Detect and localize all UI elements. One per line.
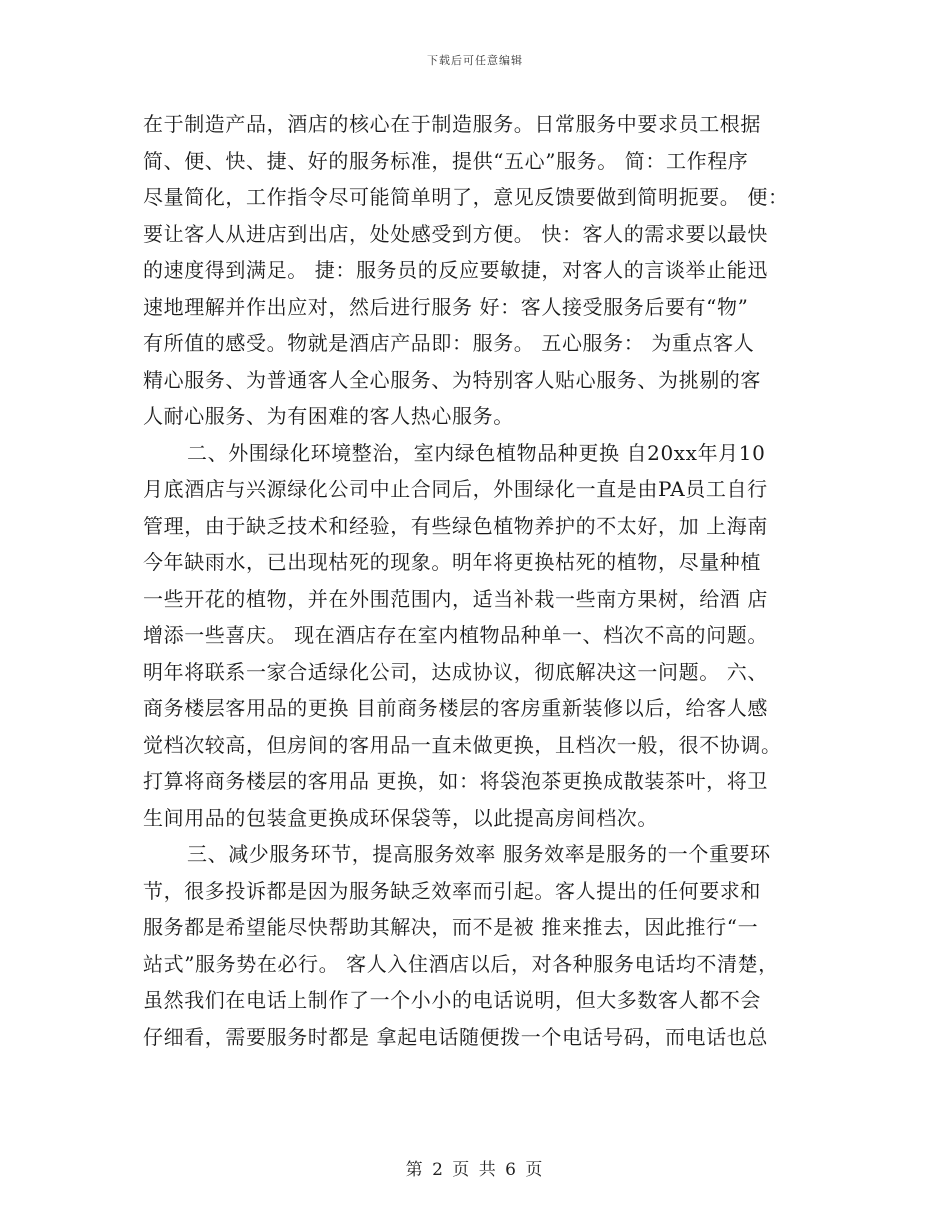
text-line: 节，很多投诉都是因为服务缺乏效率而引起。客人提出的任何要求和 (143, 878, 761, 903)
text-line: 觉档次较高，但房间的客用品一直未做更换，且档次一般，很不协调。 (143, 732, 782, 757)
page-header: 下载后可任意编辑 (427, 54, 523, 67)
text-line: 生间用品的包装盒更换成环保袋等，以此提高房间档次。 (143, 805, 658, 830)
text-line: 增添一些喜庆。 现在酒店存在室内植物品种单一、档次不高的问题。 (143, 623, 768, 647)
text-line-first: 三、减少服务环节，提高服务效率 服务效率是服务的一个重要环 (187, 842, 771, 866)
paragraph-2 (143, 435, 815, 837)
text-line: 仔细看，需要服务时都是 拿起电话随便拨一个电话号码，而电话也总 (143, 1024, 768, 1049)
text-line: 明年将联系一家合适绿化公司，达成协议，彻底解决这一问题。 六、 (143, 659, 768, 684)
text-line: 人耐心服务、为有困难的客人热心服务。 (143, 404, 514, 428)
text-line-first: 二、外围绿化环境整治，室内绿色植物品种更换 自20xx年月10 (187, 440, 766, 465)
text-line: 虽然我们在电话上制作了一个小小的电话说明，但大多数客人都不会 (143, 988, 761, 1012)
text-line: 月底酒店与兴源绿化公司中止合同后，外围绿化一直是由PA员工自行 (143, 477, 768, 501)
text-line: 尽量简化，工作指令尽可能简单明了，意见反馈要做到简明扼要。 便： (143, 185, 789, 209)
text-line: 管理，由于缺乏技术和经验，有些绿色植物养护的不太好，加 上海南 (143, 513, 768, 538)
text-line: 简、便、快、捷、好的服务标准，提供“五心”服务。 简：工作程序 (143, 148, 749, 173)
text-line: 在于制造产品，酒店的核心在于制造服务。日常服务中要求员工根据 (143, 112, 761, 136)
text-line: 一些开花的植物，并在外围范围内，适当补栽一些南方果树，给酒 店 (143, 586, 768, 611)
text-line: 有所值的感受。物就是酒店产品即：服务。 五心服务： 为重点客人 (143, 331, 755, 355)
text-line: 要让客人从进店到出店，处处感受到方便。 快：客人的需求要以最快 (143, 221, 768, 246)
paragraph-1 (143, 106, 815, 435)
text-line: 商务楼层客用品的更换 目前商务楼层的客房重新装修以后，给客人感 (143, 696, 768, 720)
text-line: 打算将商务楼层的客用品 更换，如：将袋泡茶更换成散装茶叶，将卫 (143, 769, 768, 793)
document-body (143, 106, 815, 1055)
text-line: 的速度得到满足。 捷：服务员的反应要敏捷，对客人的言谈举止能迅 (143, 258, 768, 282)
paragraph-3 (143, 836, 815, 1055)
text-line: 速地理解并作出应对，然后进行服务 好：客人接受服务后要有“物” (143, 294, 749, 319)
text-line: 服务都是希望能尽快帮助其解决，而不是被 推来推去，因此推行“一 (143, 915, 759, 939)
page-number: 第 2 页 共 6 页 (405, 1160, 545, 1180)
text-line: 精心服务、为普通客人全心服务、为特别客人贴心服务、为挑剔的客 (143, 367, 761, 392)
text-line: 站式”服务势在必行。 客人入住酒店以后，对各种服务电话均不清楚， (143, 951, 779, 976)
text-line: 今年缺雨水，已出现枯死的现象。明年将更换枯死的植物，尽量种植 (143, 550, 761, 574)
